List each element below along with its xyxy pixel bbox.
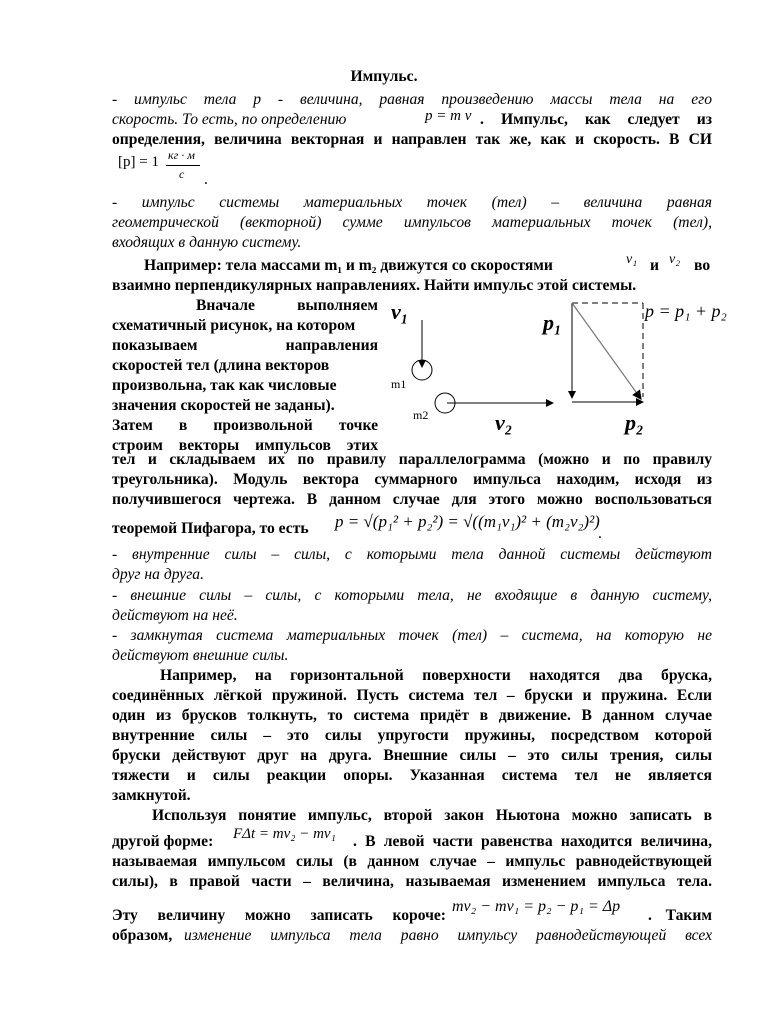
text-line: . Таким — [648, 907, 712, 924]
text-line: Эту величину можно записать короче: — [112, 907, 446, 924]
m1-label: m1 — [391, 377, 407, 391]
m2-label: m2 — [413, 408, 429, 422]
text-line: бруски действуют друг на друга. Внешние силы – это силы трения, силы — [112, 747, 712, 764]
text-line: Используя понятие импульс, второй закон Ньютона можно записать в — [152, 807, 712, 824]
v1-label: v₁ — [391, 299, 409, 324]
text-line: взаимно перпендикулярных направлениях. Найти импульс этой системы. — [112, 277, 637, 294]
si-unit-numerator: кг · м — [168, 148, 195, 162]
v2-inline: v₂ — [669, 252, 681, 267]
text-line: один из брусков толкнуть, то система придёт в движение. В данном случае — [112, 707, 712, 724]
text-line: Например, на горизонтальной поверхности находятся два бруска, — [160, 667, 712, 684]
text-line: называемая импульсом силы (в данном случае – импульс равнодействующей — [112, 853, 712, 870]
sum-vector — [572, 303, 641, 399]
text-line: строим векторы импульсов этих — [112, 437, 378, 454]
text-line: действуют на неё. — [112, 607, 238, 624]
text-line: схематичный рисунок, на котором — [112, 317, 356, 334]
text-line: геометрической (векторной) сумме импульсов материальных точек (тел), — [112, 214, 712, 231]
v2-label: v₂ — [495, 410, 513, 435]
momentum-diagram — [385, 285, 768, 460]
text-line: - импульс тела p - величина, равная произведению массы тела на его — [112, 91, 712, 108]
v1-inline: v₁ — [626, 252, 638, 267]
text-line: теоремой Пифагора, то есть — [112, 520, 309, 537]
fraction-bar — [166, 165, 200, 166]
formula-pythagoras: p = √(p₁² + p₂²) = √((m₁v₁)² + (m₂v₂)²) — [335, 512, 600, 531]
text-line: . В левой части равенства находится величина, — [353, 833, 712, 850]
text-line: соединённых лёгкой пружиной. Пусть система тел – бруски и пружина. Если — [112, 687, 712, 704]
text-line: треугольника). Модуль вектора суммарного импульса находим, исходя из — [112, 471, 712, 488]
p1-label: p₁ — [543, 310, 562, 335]
formula-momentum-def: p = m v — [425, 108, 472, 124]
text-line: друг на друга. — [112, 566, 204, 583]
text-line: определения, величина векторная и направлен так же, как и скорость. В СИ — [112, 131, 712, 148]
text-line: скорость. То есть, по определению — [112, 111, 347, 128]
text-line: изменение импульса тела равно импульсу равнодействующей всех — [184, 927, 712, 944]
text-line: - внутренние силы – силы, с которыми тела данной системы действуют — [112, 546, 712, 563]
text-line: тел и складываем их по правилу параллелограмма (можно и по правилу — [112, 451, 712, 468]
text-line: Вначале выполняем — [196, 297, 378, 314]
text-line: показываем направления — [112, 337, 378, 354]
text-line: Например: тела массами m₁ и m₂ движутся со скоростями — [144, 257, 553, 274]
text-line: - импульс системы материальных точек (тел) – величина равная — [112, 194, 712, 211]
text-line: - внешние силы – силы, с которыми тела, не входящие в данную систему, — [112, 587, 712, 604]
text-line: и — [650, 257, 659, 274]
page-title: Импульс. — [350, 68, 418, 85]
text-line: внутренние силы – это силы упругости пружины, посредством которой — [112, 727, 712, 744]
text-line: Затем в произвольной точке — [112, 417, 378, 434]
text-line: получившегося чертежа. В данном случае для этого можно воспользоваться — [112, 491, 712, 508]
text-line: произвольна, так как числовые — [112, 377, 337, 394]
dot: . — [598, 525, 602, 542]
text-line: значения скоростей не заданы). — [112, 397, 335, 414]
formula-newton: FΔt = mv₂ − mv₁ — [233, 826, 336, 842]
si-unit-denominator: с — [179, 167, 185, 181]
formula-short: mv₂ − mv₁ = p₂ − p₁ = Δp — [452, 898, 621, 915]
text-line: другой форме: — [112, 833, 214, 850]
text-line: - замкнутая система материальных точек (тел) – система, на которую не — [112, 627, 712, 644]
p2-label: p₂ — [625, 410, 644, 435]
sum-label: p = p₁ + p₂ — [645, 301, 727, 321]
text-line: тяжести и силы реакции опоры. Указанная система тел не является — [112, 767, 712, 784]
text-line: скоростей тел (длина векторов — [112, 357, 330, 374]
text-line: замкнутой. — [112, 787, 191, 804]
text-line: силы), в правой части – величина, называемая изменением импульса тела. — [112, 873, 712, 890]
text-line: входящих в данную систему. — [112, 234, 302, 251]
si-unit-lhs: [p] = 1 — [118, 154, 159, 170]
text-line: во — [694, 257, 711, 274]
dot: . — [204, 171, 208, 188]
text-line: образом, — [112, 927, 173, 944]
text-line: . Импульс, как следует из — [480, 111, 712, 128]
text-line: действуют внешние силы. — [112, 647, 289, 664]
